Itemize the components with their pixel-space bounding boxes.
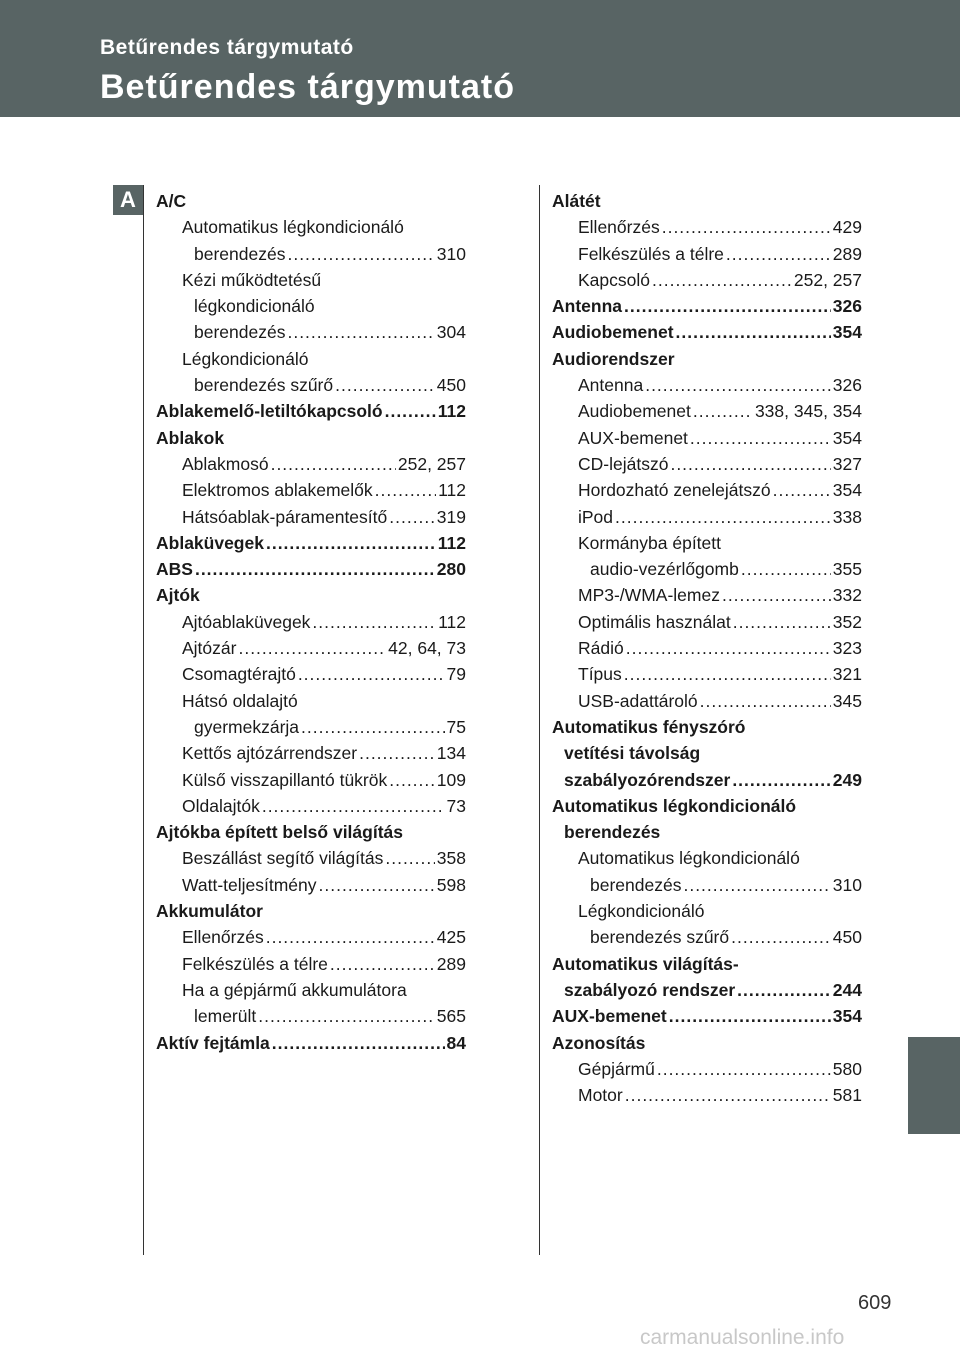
index-term: vetítési távolság [564, 743, 701, 764]
page-title: Betűrendes tárgymutató [100, 68, 515, 106]
index-term: Optimális használat [578, 611, 731, 632]
page-reference: 326 [832, 375, 862, 396]
dot-leader [262, 793, 445, 819]
dot-leader [652, 267, 792, 293]
index-term: Kettős ajtózárrendszer [182, 743, 358, 764]
dot-leader [700, 688, 831, 714]
index-entry [156, 688, 466, 714]
dot-leader [669, 1003, 831, 1029]
dot-leader [773, 477, 831, 503]
index-entry [552, 530, 862, 556]
index-entry [156, 214, 466, 240]
index-entry [156, 398, 466, 424]
index-entry [552, 951, 862, 977]
index-term: berendezés szűrő [590, 927, 730, 948]
index-term: Audiobemenet [552, 322, 674, 343]
index-term: USB-adattároló [578, 690, 698, 711]
chapter-header [0, 0, 960, 117]
index-entry [552, 425, 862, 451]
index-term: Ha a gépjármű akkumulátora [182, 979, 407, 1000]
index-entry [156, 556, 466, 582]
page-reference: 345 [832, 690, 862, 711]
index-entry [156, 267, 466, 293]
page-reference: 338, 345, 354 [754, 401, 862, 422]
index-entry [156, 898, 466, 924]
index-entry [156, 793, 466, 819]
index-entry [156, 819, 466, 845]
index-entry [552, 241, 862, 267]
index-term: Kapcsoló [578, 269, 650, 290]
page-reference: 79 [446, 664, 466, 685]
index-term: Automatikus légkondicionáló [552, 795, 797, 816]
page-reference: 112 [438, 480, 466, 501]
index-term: szabályozó rendszer [564, 979, 736, 1000]
dot-leader [266, 530, 436, 556]
index-term: Légkondicionáló [578, 901, 705, 922]
index-term: légkondicionáló [194, 296, 315, 317]
dot-leader [741, 556, 831, 582]
index-entry [156, 1003, 466, 1029]
page-reference: 319 [436, 506, 466, 527]
index-entry [552, 504, 862, 530]
chapter-subtitle: Betűrendes tárgymutató [100, 36, 354, 59]
index-entry [156, 845, 466, 871]
dot-leader [657, 1056, 831, 1082]
index-entry [552, 898, 862, 924]
page-reference: 338 [832, 506, 862, 527]
index-entry [552, 1003, 862, 1029]
page-reference: 581 [832, 1085, 862, 1106]
index-entry [552, 661, 862, 687]
left-column-rule [143, 185, 144, 1255]
index-term: Aktív fejtámla [156, 1032, 270, 1053]
section-thumb-tab [908, 1037, 960, 1134]
index-term: Külső visszapillantó tükrök [182, 769, 388, 790]
index-entry [552, 872, 862, 898]
index-term: Azonosítás [552, 1032, 646, 1053]
page-reference: 252, 257 [397, 453, 466, 474]
index-entry [156, 425, 466, 451]
page-reference: 252, 257 [793, 269, 862, 290]
dot-leader [385, 398, 436, 424]
index-term: Alátét [552, 191, 601, 211]
dot-leader [335, 372, 435, 398]
dot-leader [238, 635, 386, 661]
index-term: Automatikus légkondicionáló [182, 217, 404, 238]
dot-leader [690, 425, 831, 451]
index-term: Ablaküvegek [156, 532, 264, 553]
index-term: Motor [578, 1085, 623, 1106]
index-term: Antenna [552, 296, 622, 317]
page-reference: 249 [832, 769, 862, 790]
index-term: berendezés [194, 322, 286, 343]
index-term: Ellenőrzés [182, 927, 264, 948]
index-entry [156, 530, 466, 556]
index-entry [552, 1030, 862, 1056]
watermark: carmanualsonline.info [640, 1326, 845, 1349]
index-entry [156, 609, 466, 635]
dot-leader [312, 609, 436, 635]
page-reference: 565 [436, 1006, 466, 1027]
index-term: berendezés szűrő [194, 375, 334, 396]
index-entry [156, 372, 466, 398]
page-number: 609 [858, 1292, 892, 1314]
index-term: Hordozható zenelejátszó [578, 480, 771, 501]
middle-column-rule [539, 185, 540, 1255]
index-term: Kormányba épített [578, 532, 721, 553]
index-term: lemerült [194, 1006, 257, 1027]
index-term: Beszállást segítő világítás [182, 848, 384, 869]
index-entry [156, 661, 466, 687]
index-entry [156, 767, 466, 793]
index-entry [156, 319, 466, 345]
dot-leader [722, 582, 831, 608]
dot-leader [732, 767, 830, 793]
index-term: berendezés [194, 243, 286, 264]
page-reference: 450 [436, 375, 466, 396]
index-term: Akkumulátor [156, 901, 263, 922]
index-entry [552, 845, 862, 871]
dot-leader [726, 241, 831, 267]
page-reference: 332 [832, 585, 862, 606]
index-term: Antenna [578, 375, 644, 396]
index-term: berendezés [590, 874, 682, 895]
dot-leader [266, 924, 435, 950]
dot-leader [662, 214, 831, 240]
index-entry [156, 977, 466, 1003]
index-term: Hátsó oldalajtó [182, 690, 298, 711]
index-term: Gépjármű [578, 1058, 655, 1079]
index-entry [156, 188, 466, 214]
page-reference: 358 [436, 848, 466, 869]
index-entry [552, 267, 862, 293]
index-term: Ajtózár [182, 638, 237, 659]
index-term: AUX-bemenet [552, 1006, 667, 1027]
index-term: Ablakmosó [182, 453, 269, 474]
dot-leader [195, 556, 435, 582]
index-term: Hátsóablak-páramentesítő [182, 506, 388, 527]
page-reference: 598 [436, 874, 466, 895]
index-term: AUX-bemenet [578, 427, 688, 448]
page-reference: 354 [832, 322, 862, 343]
index-term: Ajtókba épített belső világítás [156, 822, 403, 843]
index-term: Automatikus világítás- [552, 953, 739, 974]
index-entry [552, 1056, 862, 1082]
index-term: Ellenőrzés [578, 217, 660, 238]
index-entry [552, 635, 862, 661]
index-entry [552, 609, 862, 635]
index-term: Audiorendszer [552, 348, 675, 369]
index-entry [552, 188, 862, 214]
dot-leader [385, 845, 434, 871]
index-term: ABS [156, 559, 193, 580]
page-reference: 112 [437, 401, 466, 422]
page-reference: 354 [832, 427, 862, 448]
index-entry [552, 346, 862, 372]
dot-leader [683, 872, 830, 898]
page-reference: 112 [437, 532, 466, 553]
page-reference: 323 [832, 638, 862, 659]
index-entry [552, 793, 862, 819]
page-reference: 321 [832, 664, 862, 685]
dot-leader [645, 372, 831, 398]
index-term: Légkondicionáló [182, 348, 309, 369]
page-reference: 354 [832, 1006, 862, 1027]
page-reference: 280 [436, 559, 466, 580]
index-term: audio-vezérlőgomb [590, 559, 739, 580]
index-term: Csomagtérajtó [182, 664, 296, 685]
page-reference: 109 [436, 769, 466, 790]
dot-leader [330, 951, 435, 977]
index-term: Ablakemelő-letiltókapcsoló [156, 401, 383, 422]
dot-leader [625, 1082, 831, 1108]
index-entry [156, 582, 466, 608]
index-term: Elektromos ablakemelők [182, 480, 373, 501]
index-entry [552, 372, 862, 398]
index-entry [552, 319, 862, 345]
dot-leader [670, 451, 830, 477]
dot-leader [319, 872, 435, 898]
index-entry [156, 740, 466, 766]
dot-leader [731, 924, 831, 950]
index-entry [156, 924, 466, 950]
index-entry [552, 714, 862, 740]
index-entry [552, 293, 862, 319]
dot-leader [389, 504, 435, 530]
dot-leader [272, 1030, 445, 1056]
page-reference: 310 [832, 874, 862, 895]
dot-leader [693, 398, 753, 424]
dot-leader [375, 477, 436, 503]
page-reference: 289 [832, 243, 862, 264]
page-reference: 42, 64, 73 [388, 638, 466, 659]
page-reference: 134 [436, 743, 466, 764]
dot-leader [258, 1003, 435, 1029]
index-entry [156, 1030, 466, 1056]
dot-leader [615, 504, 831, 530]
index-term: CD-lejátszó [578, 453, 669, 474]
dot-leader [359, 740, 435, 766]
dot-leader [626, 635, 831, 661]
index-term: Típus [578, 664, 622, 685]
index-term: Watt-teljesítmény [182, 874, 317, 895]
dot-leader [624, 661, 831, 687]
page-reference: 354 [832, 480, 862, 501]
index-entry [156, 241, 466, 267]
dot-leader [733, 609, 831, 635]
index-entry [552, 398, 862, 424]
index-entry [552, 924, 862, 950]
dot-leader [287, 241, 434, 267]
index-entry [552, 767, 862, 793]
page-reference: 310 [436, 243, 466, 264]
page-reference: 73 [446, 795, 466, 816]
index-term: Oldalajtók [182, 795, 260, 816]
index-entry [552, 477, 862, 503]
index-term: MP3-/WMA-lemez [578, 585, 720, 606]
index-entry [552, 688, 862, 714]
index-term: A/C [156, 191, 187, 211]
index-term: Ajtók [156, 585, 200, 606]
dot-leader [301, 714, 444, 740]
page-reference: 450 [832, 927, 862, 948]
index-entry [156, 872, 466, 898]
index-entry [156, 635, 466, 661]
index-entry [552, 1082, 862, 1108]
index-term: Kézi működtetésű [182, 269, 322, 290]
dot-leader [676, 319, 831, 345]
index-term: Automatikus fényszóró [552, 716, 746, 737]
page-reference: 84 [446, 1032, 466, 1053]
index-entry [552, 556, 862, 582]
index-term: Ajtóablaküvegek [182, 611, 311, 632]
index-term: Audiobemenet [578, 401, 691, 422]
index-term: berendezés [564, 822, 661, 843]
page-reference: 244 [832, 979, 862, 1000]
index-entry [552, 740, 862, 766]
index-entry [552, 819, 862, 845]
page-reference: 580 [832, 1058, 862, 1079]
index-term: Automatikus légkondicionáló [578, 848, 800, 869]
page-reference: 75 [446, 716, 466, 737]
index-entry [156, 477, 466, 503]
dot-leader [737, 977, 831, 1003]
index-term: szabályozórendszer [564, 769, 731, 790]
index-entry [552, 214, 862, 240]
index-entry [156, 346, 466, 372]
index-term: Felkészülés a télre [182, 953, 328, 974]
index-entry [156, 293, 466, 319]
index-entry [156, 951, 466, 977]
index-entry [552, 451, 862, 477]
page-reference: 327 [832, 453, 862, 474]
page-reference: 429 [832, 217, 862, 238]
index-entry [156, 451, 466, 477]
index-term: iPod [578, 506, 614, 527]
page-reference: 355 [832, 559, 862, 580]
section-letter-badge: A [113, 185, 143, 215]
index-term: Rádió [578, 638, 624, 659]
page-reference: 326 [832, 296, 862, 317]
index-entry [552, 582, 862, 608]
page-reference: 352 [832, 611, 862, 632]
page-reference: 112 [438, 611, 466, 632]
dot-leader [287, 319, 434, 345]
dot-leader [389, 767, 435, 793]
index-column-left [156, 188, 466, 1056]
dot-leader [298, 661, 445, 687]
index-entry [552, 977, 862, 1003]
page-reference: 425 [436, 927, 466, 948]
index-term: Ablakok [156, 427, 225, 448]
index-term: gyermekzárja [194, 716, 300, 737]
page-reference: 289 [436, 953, 466, 974]
dot-leader [624, 293, 831, 319]
page-reference: 304 [436, 322, 466, 343]
dot-leader [271, 451, 396, 477]
index-column-right [552, 188, 862, 1108]
index-term: Felkészülés a télre [578, 243, 724, 264]
index-entry [156, 504, 466, 530]
index-entry [156, 714, 466, 740]
